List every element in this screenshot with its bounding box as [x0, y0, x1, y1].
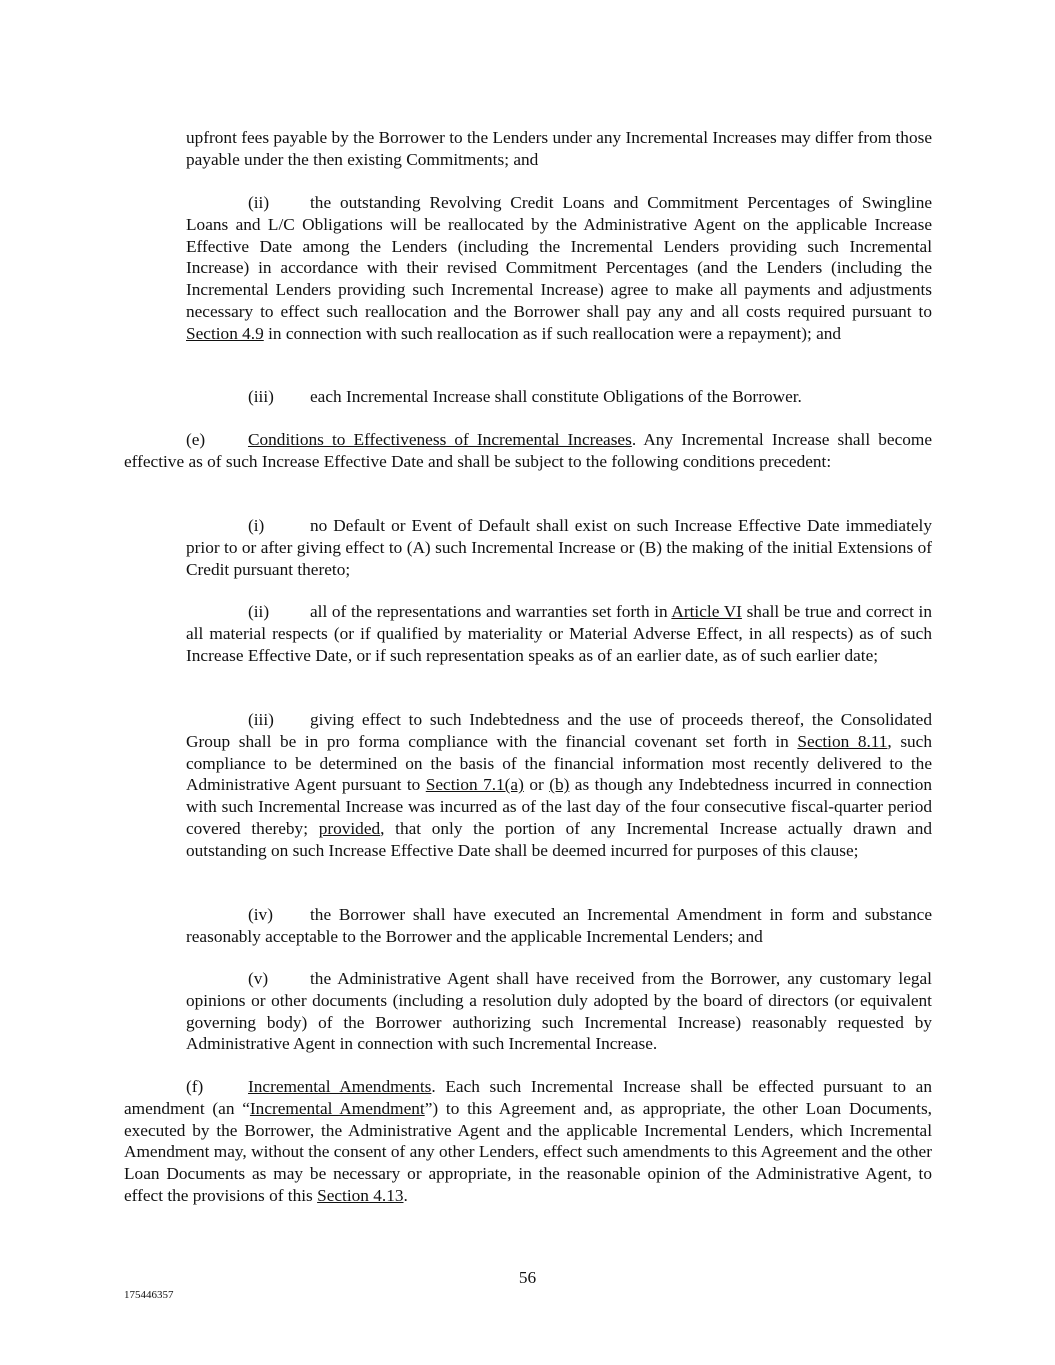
section-reference-link[interactable]: Section 4.9 — [186, 323, 264, 343]
clause-label: (v) — [248, 969, 269, 988]
section-label: (f) — [186, 1077, 204, 1096]
section-f: (f) Incremental Amendments. Each such Incremental Increase shall be effected pursuant to an amendment (an “Incremental Amendment”) to this Agreement and, as appropriate, the other Loan Documents, executed by the Borrower, the Administrative Agent and the applicable Incremental Lenders, which Incremental Amendment may, without the consent of any other Lenders, effect such amendments to this Agreement and the other Loan Documents as may be necessary or appropriate, in the reasonable opinion of the Administrative Agent, to effect the provisions of this Section 4.13. — [124, 1077, 933, 1205]
clause-e-iv: (iv) the Borrower shall have executed an Incremental Amendment in form and substance reasonably acceptable to the Borrower and the applicable Incremental Lenders; and — [186, 905, 932, 946]
continued-paragraph: upfront fees payable by the Borrower to the Lenders under any Incremental Increases may differ from those payable under the then existing Commitments; and — [186, 128, 932, 169]
section-reference-link[interactable]: Section 7.1(a) — [425, 775, 524, 795]
clause-label: (i) — [248, 516, 265, 535]
clause-d-ii: (ii) the outstanding Revolving Credit Loans and Commitment Percentages of Swingline Loans and L/C Obligations will be reallocated by the Administrative Agent on the applicable Increase Effective Date among the Lenders (including the Incremental Lenders providing such Incremental Increase) in accordance with their revised Commitment Percentages (and the Lenders (including the Incremental Lenders providing such Incremental Increase) agree to make all payments and adjustments necessary to effect such reallocation and the Borrower shall pay any and all costs required pursuant to Section 4.9 in connection with such reallocation as if such reallocation were a repayment); and — [186, 193, 932, 343]
document-id: 175446357 — [124, 1289, 174, 1301]
section-heading: Conditions to Effectiveness of Incremental Increases — [248, 430, 632, 449]
clause-label: (ii) — [248, 193, 270, 212]
defined-term: Incremental Amendment — [249, 1098, 425, 1118]
article-reference-link[interactable]: Article VI — [671, 602, 742, 621]
section-reference-link[interactable]: Section 8.11 — [797, 731, 888, 751]
clause-label: (ii) — [248, 602, 270, 621]
section-e: (e) Conditions to Effectiveness of Incremental Increases. Any Incremental Increase shall become effective as of such Increase Effective Date and shall be subject to the following conditions precedent: — [124, 430, 932, 471]
page-number: 56 — [518, 1268, 537, 1287]
clause-d-iii: (iii) each Incremental Increase shall constitute Obligations of the Borrower. — [248, 387, 802, 406]
section-reference-link[interactable]: Section 4.13 — [317, 1185, 404, 1205]
section-reference-link[interactable]: (b) — [549, 775, 570, 795]
clause-e-iii: (iii) giving effect to such Indebtedness and the use of proceeds thereof, the Consolidated Group shall be in pro forma compliance with the financial covenant set forth in Section 8.11, such compliance to be determined on the basis of the financial information most recently delivered to the Administrative Agent pursuant to Section 7.1(a) or (b) as though any Indebtedness incurred in connection with such Incremental Increase was incurred as of the last day of the four consecutive fiscal-quarter period covered thereby; provided, that only the portion of any Incremental Increase actually drawn and outstanding on such Increase Effective Date shall be deemed incurred for purposes of this clause; — [186, 710, 933, 860]
clause-label: (iii) — [248, 710, 274, 729]
section-label: (e) — [186, 430, 206, 449]
clause-label: (iv) — [248, 905, 273, 924]
clause-e-v: (v) the Administrative Agent shall have received from the Borrower, any customary legal opinions or other documents (including a resolution duly adopted by the board of directors (or equivalent governing body) of the Borrower authorizing such Incremental Increase) reasonably requested by Administrative Agent in connection with such Incremental Increase. — [186, 969, 932, 1054]
clause-e-i: (i) no Default or Event of Default shall exist on such Increase Effective Date immediately prior to or after giving effect to (A) such Incremental Increase or (B) the making of the initial Extensions of Credit pursuant thereto; — [186, 516, 932, 579]
clause-e-ii: (ii) all of the representations and warranties set forth in Article VI shall be true and correct in all material respects (or if qualified by materiality or Material Adverse Effect, in all respects) as of such Increase Effective Date, or if such representation speaks as of an earlier date, as of such earlier date; — [186, 602, 932, 665]
clause-label: (iii) — [248, 387, 274, 406]
proviso-term: provided — [318, 818, 381, 838]
section-heading: Incremental Amendments — [248, 1077, 432, 1096]
